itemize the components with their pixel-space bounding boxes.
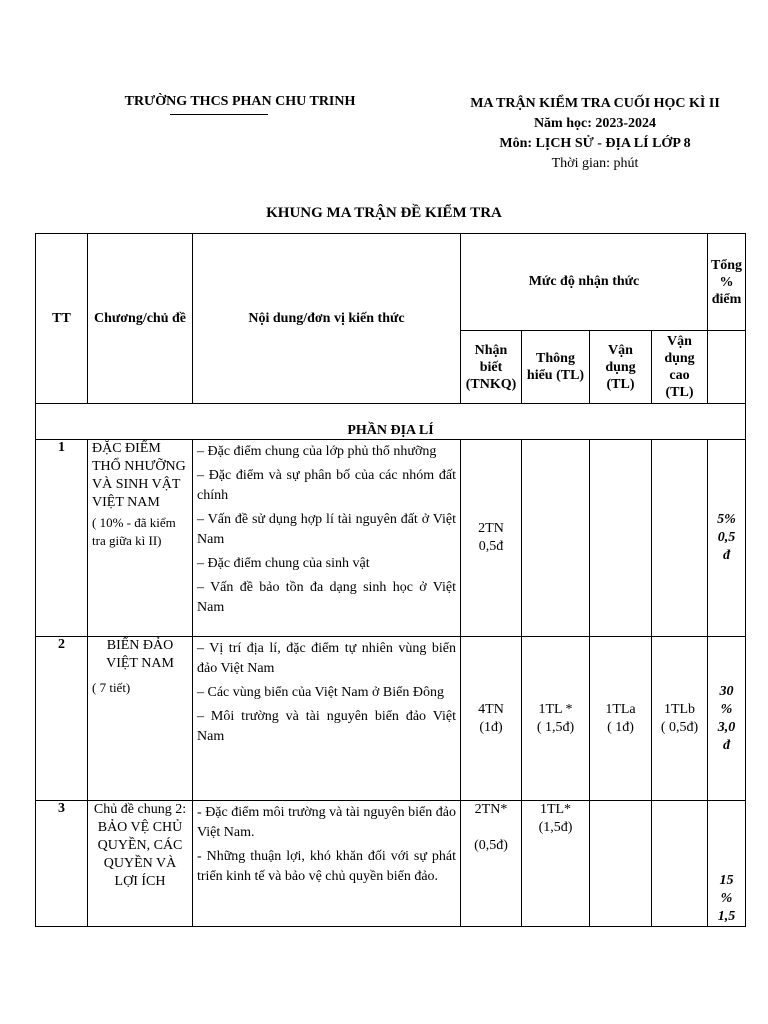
exam-header (440, 94, 750, 174)
header-total-empty (708, 331, 746, 404)
table-row (36, 637, 746, 801)
content-item: - Những thuận lợi, khó khăn đối với sự phát triển kinh tế và bảo vệ chủ quyền biển đảo. (197, 849, 456, 884)
content-item: – Môi trường và tài nguyên biển đảo Việt Nam (197, 709, 456, 744)
header-level: Mức độ nhận thức (461, 234, 708, 331)
table-row (36, 801, 746, 927)
content-item: - Đặc điểm môi trường và tài nguyên biển đảo Việt Nam. (197, 805, 456, 840)
cell-vd: 1TLa ( 1đ) (590, 637, 652, 801)
header-level-vdc: Vận dụng cao (TL) (652, 331, 708, 404)
header-level-th: Thông hiểu (TL) (522, 331, 590, 404)
content-item: – Các vùng biển của Việt Nam ở Biển Đông (197, 685, 444, 700)
header-tt: TT (36, 234, 88, 404)
row-tt: 2 (36, 637, 88, 801)
header-level-nb: Nhận biết (TNKQ) (461, 331, 522, 404)
content-item: – Đặc điểm chung của sinh vật (197, 556, 370, 571)
exam-time: Thời gian: phút (551, 156, 639, 171)
row-content (193, 637, 461, 801)
page-title: KHUNG MA TRẬN ĐỀ KIỂM TRA (266, 205, 502, 221)
cell-total: 30 % 3,0 đ (708, 637, 746, 801)
cell-th (522, 440, 590, 637)
row-topic (88, 637, 193, 801)
school-year: Năm học: 2023-2024 (533, 116, 657, 131)
cell-vd (590, 440, 652, 637)
row-topic: Chủ đề chung 2: BẢO VỆ CHỦ QUYỀN, CÁC QUYỀN VÀ LỢI ÍCH (88, 801, 193, 927)
cell-vdc: 1TLb ( 0,5đ) (652, 637, 708, 801)
row-tt: 1 (36, 440, 88, 637)
row-topic (88, 440, 193, 637)
content-item: – Đặc điểm chung của lớp phủ thổ nhưỡng (197, 444, 437, 459)
section-title: PHẦN ĐỊA LÍ (36, 404, 746, 440)
row-topic-note: ( 7 tiết) (92, 680, 131, 695)
header-total: Tổng % điểm (708, 234, 746, 331)
cell-th: 1TL* (1,5đ) (522, 801, 590, 927)
cell-nb: 2TN* (0,5đ) (461, 801, 522, 927)
row-topic-title: ĐẶC ĐIỂM THỔ NHƯỠNG VÀ SINH VẬT VIỆT NAM (92, 441, 186, 510)
exam-title: MA TRẬN KIỂM TRA CUỐI HỌC KÌ II (470, 96, 720, 111)
row-content (193, 440, 461, 637)
cell-total: 5% 0,5 đ (708, 440, 746, 637)
row-content (193, 801, 461, 927)
cell-nb: 2TN 0,5đ (461, 440, 522, 637)
cell-vdc (652, 440, 708, 637)
header-content: Nội dung/đơn vị kiến thức (193, 234, 461, 404)
cell-nb: 4TN (1đ) (461, 637, 522, 801)
header-topic: Chương/chủ đề (88, 234, 193, 404)
cell-vdc (652, 801, 708, 927)
cell-vd (590, 801, 652, 927)
content-item: – Đặc điểm và sự phân bố của các nhóm đất chính (197, 468, 456, 503)
table-row (36, 440, 746, 637)
content-item: – Vấn đề bảo tồn đa dạng sinh học ở Việt Nam (197, 580, 456, 615)
subject: Môn: LỊCH SỬ - ĐỊA LÍ LỚP 8 (499, 136, 691, 151)
row-tt: 3 (36, 801, 88, 927)
header-level-vd: Vận dụng (TL) (590, 331, 652, 404)
row-topic-note: ( 10% - đã kiểm tra giữa kì II) (92, 515, 176, 548)
content-item: – Vị trí địa lí, đặc điểm tự nhiên vùng biển đảo Việt Nam (197, 641, 456, 676)
matrix-table (35, 233, 746, 927)
cell-th: 1TL * ( 1,5đ) (522, 637, 590, 801)
content-item: – Vấn đề sử dụng hợp lí tài nguyên đất ở Việt Nam (197, 512, 456, 547)
school-name: TRƯỜNG THCS PHAN CHU TRINH (124, 94, 356, 109)
school-underline (170, 114, 268, 115)
cell-total: 15 % 1,5 (708, 801, 746, 927)
row-topic-title: BIỂN ĐẢO VIỆT NAM (106, 638, 174, 671)
